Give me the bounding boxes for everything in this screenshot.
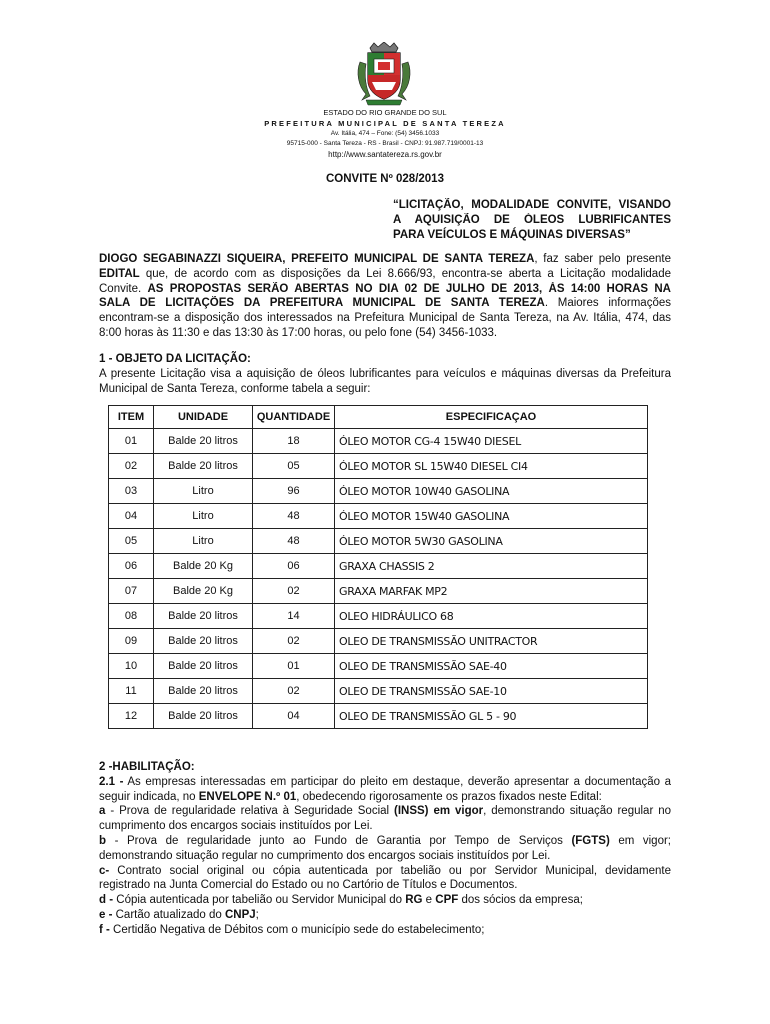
specification-cell: OLEO DE TRANSMISSÃO GL 5 - 90 bbox=[335, 704, 648, 729]
intro-line: SALA DE LICITAÇÕES DA PREFEITURA MUNICIPAL DE SANTA TEREZA. Maiores informações bbox=[99, 297, 671, 310]
table-row bbox=[109, 454, 648, 479]
quantity-cell: 04 bbox=[253, 704, 335, 729]
unit-cell: Balde 20 litros bbox=[154, 604, 253, 629]
table-row bbox=[109, 479, 648, 504]
specification-cell: OLEO DE TRANSMISSÃO UNITRACTOR bbox=[335, 629, 648, 654]
clause-2-1: 2.1 - As empresas interessadas em participar do pleito em destaque, deverão apresentar a documentação a bbox=[99, 775, 671, 788]
clause-e: e - Cartão atualizado do CNPJ; bbox=[99, 908, 259, 921]
quantity-cell: 02 bbox=[253, 579, 335, 604]
item-number-cell: 08 bbox=[109, 604, 154, 629]
table-row bbox=[109, 554, 648, 579]
intro-line: Convite. AS PROPOSTAS SERÃO ABERTAS NO DIA 02 DE JULHO DE 2013, ÀS 14:00 HORAS NA bbox=[99, 282, 671, 295]
objective-block bbox=[393, 198, 671, 243]
header-address: Av. Itália, 474 – Fone: (54) 3456.1033 bbox=[330, 130, 440, 137]
quantity-cell: 05 bbox=[253, 454, 335, 479]
items-table bbox=[108, 405, 648, 729]
header-postal: 95715-000 - Santa Tereza - RS - Brasil - CNPJ: 91.987.719/0001-13 bbox=[286, 140, 484, 147]
specification-cell: GRAXA CHASSIS 2 bbox=[335, 554, 648, 579]
specification-cell: ÓLEO MOTOR CG-4 15W40 DIESEL bbox=[335, 429, 648, 454]
intro-line: DIOGO SEGABINAZZI SIQUEIRA, PREFEITO MUNICIPAL DE SANTA TEREZA, faz saber pelo presente bbox=[99, 253, 671, 265]
unit-cell: Balde 20 litros bbox=[154, 679, 253, 704]
specification-cell: OLEO HIDRÁULICO 68 bbox=[335, 604, 648, 629]
table-row bbox=[109, 429, 648, 454]
specification-cell: ÓLEO MOTOR 5W30 GASOLINA bbox=[335, 529, 648, 554]
item-number-cell: 03 bbox=[109, 479, 154, 504]
table-row bbox=[109, 604, 648, 629]
header-state: ESTADO DO RIO GRANDE DO SUL bbox=[323, 108, 447, 117]
objective-line: PARA VEÍCULOS E MÁQUINAS DIVERSAS” bbox=[393, 229, 631, 241]
intro-paragraph bbox=[99, 252, 671, 341]
clause-c: c- Contrato social original ou cópia autenticada por tabelião ou por Servidor Municipal, devidamente bbox=[99, 864, 671, 877]
unit-cell: Litro bbox=[154, 504, 253, 529]
quantity-cell: 02 bbox=[253, 679, 335, 704]
table-row bbox=[109, 504, 648, 529]
intro-line: EDITAL que, de acordo com as disposições da Lei 8.666/93, encontra-se aberta a Licitação modalidade bbox=[99, 267, 671, 280]
table-row bbox=[109, 629, 648, 654]
header-specification: ESPECIFICAÇAO bbox=[335, 406, 648, 429]
unit-cell: Litro bbox=[154, 479, 253, 504]
header-quantity: QUANTIDADE bbox=[253, 406, 335, 429]
header-prefecture: PREFEITURA MUNICIPAL DE SANTA TEREZA bbox=[264, 119, 506, 128]
document-title: CONVITE Nº 028/2013 bbox=[326, 173, 444, 185]
clause-f: f - Certidão Negativa de Débitos com o município sede do estabelecimento; bbox=[99, 923, 485, 936]
item-number-cell: 05 bbox=[109, 529, 154, 554]
unit-cell: Balde 20 litros bbox=[154, 654, 253, 679]
table-row bbox=[109, 529, 648, 554]
item-number-cell: 11 bbox=[109, 679, 154, 704]
quantity-cell: 06 bbox=[253, 554, 335, 579]
item-number-cell: 06 bbox=[109, 554, 154, 579]
clause-d: d - Cópia autenticada por tabelião ou Servidor Municipal do RG e CPF dos sócios da empresa; bbox=[99, 894, 583, 907]
specification-cell: OLEO DE TRANSMISSÃO SAE-10 bbox=[335, 679, 648, 704]
clause-a-cont: cumprimento dos encargos sociais instituídos por Lei. bbox=[99, 820, 373, 833]
clause-2-1-cont: seguir indicada, no ENVELOPE N.º 01, obedecendo rigorosamente os prazos fixados neste Edital: bbox=[99, 790, 602, 803]
unit-cell: Balde 20 litros bbox=[154, 629, 253, 654]
clause-a: a - Prova de regularidade relativa à Seguridade Social (INSS) em vigor, demonstrando situação regular no bbox=[99, 805, 671, 818]
unit-cell: Balde 20 litros bbox=[154, 454, 253, 479]
clause-b-cont: demonstrando situação regular no cumprimento dos encargos sociais instituídos por Lei. bbox=[99, 849, 551, 862]
unit-cell: Balde 20 litros bbox=[154, 704, 253, 729]
section-1-heading: 1 - OBJETO DA LICITAÇÃO: bbox=[99, 353, 251, 365]
item-number-cell: 02 bbox=[109, 454, 154, 479]
unit-cell: Balde 20 Kg bbox=[154, 579, 253, 604]
clause-b: b - Prova de regularidade junto ao Fundo de Garantia por Tempo de Serviços (FGTS) em vigor; bbox=[99, 834, 671, 847]
section-2-heading: 2 -HABILITAÇÃO: bbox=[99, 761, 195, 773]
unit-cell: Litro bbox=[154, 529, 253, 554]
quantity-cell: 18 bbox=[253, 429, 335, 454]
clause-c-cont: registrado na Junta Comercial do Estado ou no Cartório de Títulos e Documentos. bbox=[99, 879, 518, 892]
item-number-cell: 09 bbox=[109, 629, 154, 654]
section-1-line: A presente Licitação visa a aquisição de óleos lubrificantes para veículos e máquinas diversas da Prefeitura bbox=[99, 367, 671, 380]
specification-cell: GRAXA MARFAK MP2 bbox=[335, 579, 648, 604]
mayor-name: DIOGO SEGABINAZZI SIQUEIRA, PREFEITO MUNICIPAL DE SANTA TEREZA bbox=[99, 253, 535, 265]
section-1 bbox=[99, 352, 671, 396]
edital-label: EDITAL bbox=[99, 267, 140, 280]
table-header-row bbox=[109, 406, 648, 429]
quantity-cell: 48 bbox=[253, 529, 335, 554]
quantity-cell: 14 bbox=[253, 604, 335, 629]
table-row bbox=[109, 704, 648, 729]
table-row bbox=[109, 579, 648, 604]
item-number-cell: 07 bbox=[109, 579, 154, 604]
unit-cell: Balde 20 litros bbox=[154, 429, 253, 454]
section-1-line: Municipal de Santa Tereza, conforme tabela a seguir: bbox=[99, 382, 371, 395]
quantity-cell: 48 bbox=[253, 504, 335, 529]
objective-line: “LICITAÇÃO, MODALIDADE CONVITE, VISANDO bbox=[393, 199, 671, 211]
item-number-cell: 04 bbox=[109, 504, 154, 529]
header-website: http://www.santatereza.rs.gov.br bbox=[328, 150, 442, 159]
table-row bbox=[109, 679, 648, 704]
specification-cell: ÓLEO MOTOR SL 15W40 DIESEL CI4 bbox=[335, 454, 648, 479]
objective-line: A AQUISIÇÃO DE ÓLEOS LUBRIFICANTES bbox=[393, 214, 671, 226]
section-2 bbox=[99, 760, 671, 938]
quantity-cell: 02 bbox=[253, 629, 335, 654]
item-number-cell: 01 bbox=[109, 429, 154, 454]
specification-cell: OLEO DE TRANSMISSÃO SAE-40 bbox=[335, 654, 648, 679]
header-unit: UNIDADE bbox=[154, 406, 253, 429]
specification-cell: ÓLEO MOTOR 10W40 GASOLINA bbox=[335, 479, 648, 504]
specification-cell: ÓLEO MOTOR 15W40 GASOLINA bbox=[335, 504, 648, 529]
item-number-cell: 12 bbox=[109, 704, 154, 729]
intro-line: 8:00 horas às 11:30 e das 13:30 às 17:00 horas, ou pelo fone (54) 3456-1033. bbox=[99, 326, 498, 339]
table-row bbox=[109, 654, 648, 679]
item-number-cell: 10 bbox=[109, 654, 154, 679]
quantity-cell: 96 bbox=[253, 479, 335, 504]
coat-of-arms-image bbox=[356, 42, 412, 106]
intro-line: encontram-se a disposição dos interessados na Prefeitura Municipal de Santa Tereza, na Av. Itália, 474, das bbox=[99, 312, 671, 325]
quantity-cell: 01 bbox=[253, 654, 335, 679]
header-item: ITEM bbox=[109, 406, 154, 429]
unit-cell: Balde 20 Kg bbox=[154, 554, 253, 579]
